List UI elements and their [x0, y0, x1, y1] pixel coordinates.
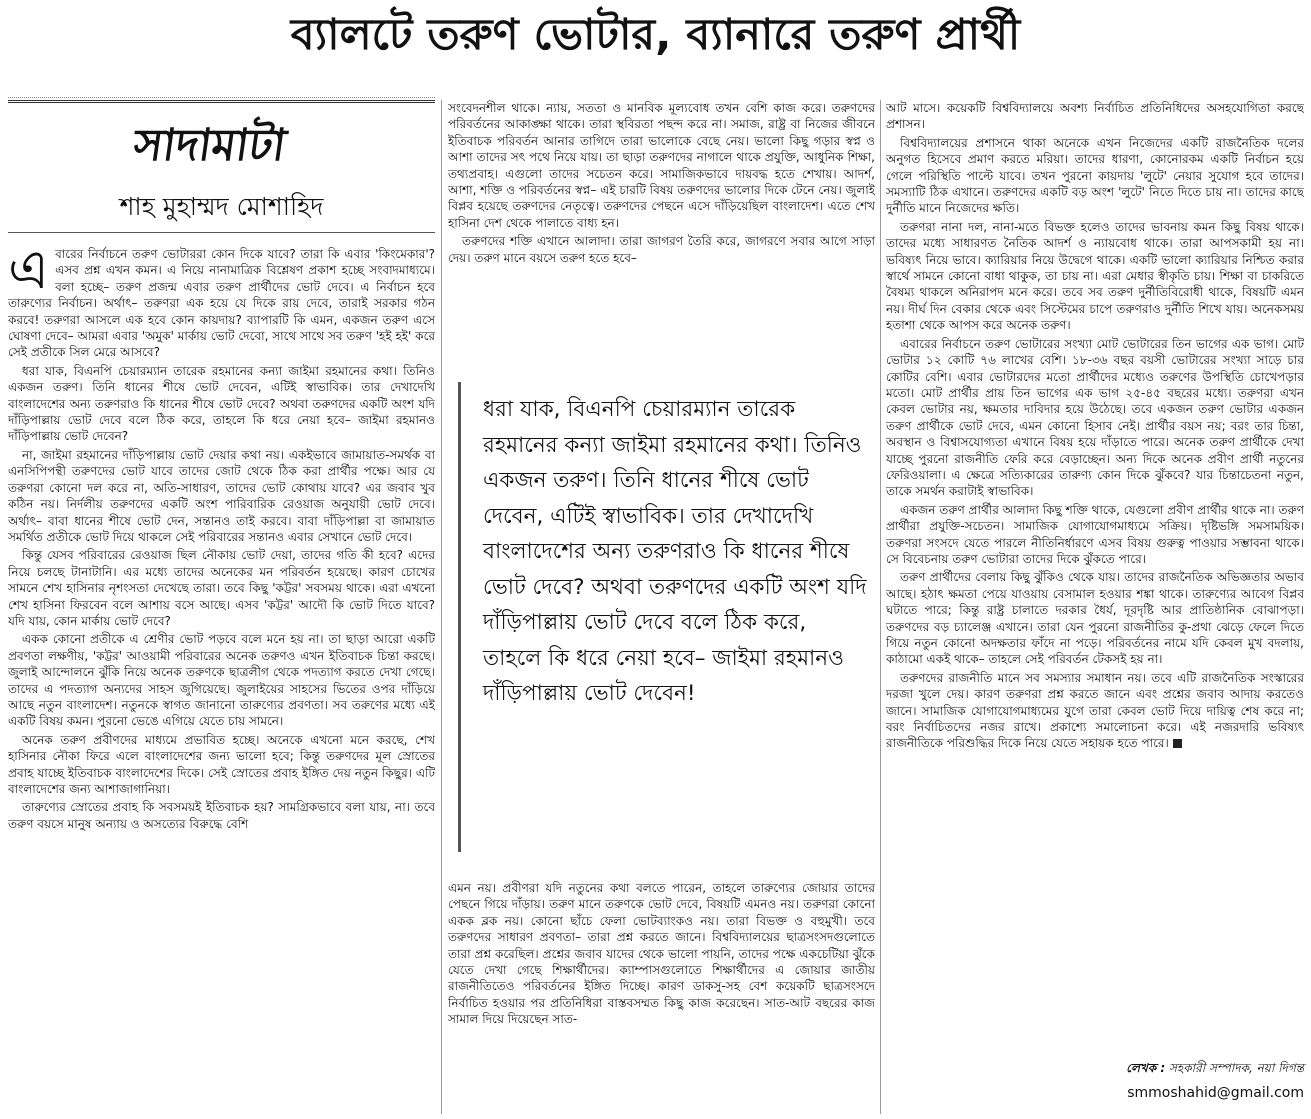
paragraph: বিশ্ববিদ্যালয়ের প্রশাসনে থাকা অনেকে এখন নিজেদের একটি রাজনৈতিক দলের অনুগত হিসেবে প্রমাণ করতে মরিয়া। তাদের ধারণা, কোনোরকম একটি নির্বাচন হয়ে গেলে পরিস্থিতি পাল্টে যাবে। তখন পুরনো কায়দায় 'লুটে' নেয়ার সুযোগ হবে তাদের। সমস্যাটি ঠিক এখানে। তরুণদের একটি বড় অংশ 'লুটে' নিতে দিতে চায় না। তাদের কাছে দুর্নীতি মানে নিজেদের ক্ষতি। [886, 135, 1304, 216]
pull-quote-text: ধরা যাক, বিএনপি চেয়ারম্যান তারেক রহমানের কন্যা জাইমা রহমানের কথা। তিনিও একজন তরুণ। তিনি ধানের শীষে ভোট দেবেন, এটিই স্বাভাবিক। তার দেখাদেখি বাংলাদেশের অন্য তরুণরাও কি ধানের শীষে ভোট দেবে? অথবা তরুণদের একটি অংশ যদি দাঁড়িপাল্লায় ভোট দেবে বলে ঠিক করে, তাহলে কি ধরে নেয়া হবে– জাইমা রহমানও দাঁড়িপাল্লায় ভোট দেবেন! [483, 397, 867, 706]
paragraph: না, জাইমা রহমানের দাঁড়িপাল্লায় ভোট দেয়ার কথা নয়। একইভাবে জামায়াত-সমর্থক বা এনসিপিপন্থী তরুণদের ভোট যাবে তাদের জোট থেকে ঠিক করা প্রার্থীর পক্ষে। আর যে তরুণরা কোনো দল করে না, অতি-সাধারণ, তাদের ভোট কোথায় যাবে? এর জবাব খুব কঠিন নয়। নির্দলীয় তরুণদের একটি অংশ পারিবারিক রেওয়াজ অনুযায়ী ভোট দেবে। অর্থাৎ– বাবা ধানের শীষে ভোট দেন, সন্তানও তাই করবে। বাবা দাঁড়িপাল্লা বা জামায়াত সমর্থিত প্রতীকে ভোট দিয়ে থাকলে সেই পরিবারের সন্তানও এবার সেখানে ভোট দেবে। [8, 447, 435, 544]
author-email[interactable]: smmoshahid@gmail.com [1127, 1085, 1304, 1101]
paragraph: তারুণ্যের স্রোতের প্রবাহ কি সবসময়ই ইতিবাচক হয়? সামগ্রিকভাবে বলা যায়, না। তবে তরুণ বয়সে মানুষ অন্যায় ও অসত্যের বিরুদ্ধে বেশি [8, 800, 435, 831]
column-name: সাদামাটা [130, 120, 290, 171]
paragraph: তরুণদের শক্তি এখানে আলাদা। তারা জাগরণ তৈরি করে, জাগরণে সবার আগে সাড়া দেয়। তরুণ মানে বয়সে তরুণ হতে হবে– [448, 234, 875, 265]
paragraph: অনেক তরুণ প্রবীণদের মাধ্যমে প্রভাবিত হচ্ছে। অনেকে এখনো মনে করছে, শেখ হাসিনার নৌকা ফিরে এলে বাংলাদেশের জন্য ভালো হবে; কিন্তু তরুণদের মূল স্রোতের প্রবাহ যাচ্ছে ইতিবাচক বাংলাদেশের দিকে। সেই স্রোতের প্রবাহ ইঙ্গিত দেয় নতুন কিছুর। এটি বাংলাদেশের জন্য আশাজাগানিয়া। [8, 732, 435, 796]
top-rule-left [8, 97, 435, 98]
right-column [886, 100, 1304, 1055]
author-role: সহকারী সম্পাদক, নয়া দিগন্ত [1169, 1061, 1304, 1075]
paragraph: তরুণ প্রার্থীদের বেলায় কিছু ঝুঁকিও থেকে যায়। তাদের রাজনৈতিক অভিজ্ঞতার অভাব আছে। হঠাৎ ক্ষমতা পেয়ে যাওয়ায় বেসামাল হওয়ার শঙ্কা থাকে। তারুণ্যের আবেগ বিপ্লব ঘটাতে পারে; কিন্তু রাষ্ট্র চালাতে দরকার ধৈর্য, দূরদৃষ্টি আর প্রাতিষ্ঠানিক বোঝাপড়া। তরুণদের বড় চ্যালেঞ্জ এখানে। তারা যেন পুরনো রাজনীতির কু-প্রথা ঝেড়ে ফেলে দিতে গিয়ে নতুন কোনো অদক্ষতার ফাঁদে না পড়ে। পরিবর্তনের নামে যদি কেবল মুখ বদলায়, কাঠামো একই থাকে– তাহলে সেই পরিবর্তন টেকসই হয় না। [886, 570, 1304, 667]
paragraph: সংবেদনশীল থাকে। ন্যায়, সততা ও মানবিক মূল্যবোধ তখন বেশি কাজ করে। তরুণদের পরিবর্তনের আকাঙ্ক্ষা থাকে। তারা স্থবিরতা পছন্দ করে না। সমাজ, রাষ্ট্র বা নিজের জীবনে ইতিবাচক পরিবর্তন আনার তাগিদে তারা ভালোকে বেছে নেয়। ভালো কিছু গড়ার স্বপ্ন ও আশা তাদের সৎ পথে নিয়ে যায়। তা ছাড়া তরুণদের নাগালে থাকে প্রযুক্তি, আধুনিক শিক্ষা, তথ্যপ্রবাহ। এগুলো তাদের সচেতন করে। সামাজিকভাবে দায়বদ্ধ হতে শেখায়। আদর্শ, আশা, শক্তি ও পরিবর্তনের স্বপ্ন– এই চারটি বিষয় তরুণদের ভালোর দিকে টেনে নেয়। জুলাই বিপ্লব হয়েছে তরুণদের নেতৃত্বে। তরুণদের পেছনে এসে দাঁড়িয়েছিল বাংলাদেশ। এতে শেখ হাসিনা দেশ থেকে পালাতে বাধ্য হন। [448, 101, 875, 230]
middle-column-bottom [448, 880, 875, 1114]
paragraph: একজন তরুণ প্রার্থীর আলাদা কিছু শক্তি থাকে, যেগুলো প্রবীণ প্রার্থীর থাকে না। তরুণ প্রার্থীরা প্রযুক্তি-সচেতন। সামাজিক যোগাযোগমাধ্যমে সক্রিয়। দৃষ্টিভঙ্গি সমসাময়িক। তরুণরা সংসদে যেতে পারলে নীতিনির্ধারণে এসব বিষয় গুরুত্ব পাওয়ার সম্ভাবনা থাকে। সে বিবেচনায় তরুণ ভোটারা তাদের দিকে ঝুঁকতে পারে। [886, 502, 1304, 566]
dropcap: এ [8, 246, 50, 301]
paragraph: তরুণরা নানা দল, নানা-মতে বিভক্ত হলেও তাদের ভাবনায় কমন কিছু বিষয় থাকে। তাদের মধ্যে সাধারণত নৈতিক আদর্শ ও ন্যায়বোধ থাকে। তারা আপসকামী হয় না। ভবিষ্যৎ নিয়ে ভাবে। ক্যারিয়ার নিয়ে উদ্বেগে থাকে। একটি ভালো ক্যারিয়ার নিশ্চিত করার স্বার্থে সামনে কোনো বাধা থাকুক, তা চায় না। এরা মেধার স্বীকৃতি চায়। শিক্ষা বা চাকরিতে বৈষম্য থাকলে অনিরাপদ মনে করে। তবে সব তরুণ দুর্নীতিবিরোধী থাকে, বিষয়টি এমন নয়। দীর্ঘ দিন বেকার থেকে এবং সিস্টেমের চাপে তরুণরাও দুর্নীতি শিখে যায়। অনেকসময় হতাশা থেকে আপস করে অনেক তরুণ। [886, 219, 1304, 333]
paragraph: ধরা যাক, বিএনপি চেয়ারম্যান তারেক রহমানের কন্যা জাইমা রহমানের কথা। তিনিও একজন তরুণ। তিনি ধানের শীষে ভোট দেবেন, এটিই স্বাভাবিক। তার দেখাদেখি বাংলাদেশের অন্য তরুণরাও কি ধানের শীষে ভোট দেবে? অথবা তরুণদের একটি অংশ যদি দাঁড়িপাল্লায় ভোট দেবে বলে ঠিক করে, তাহলে কি ধরে নেয়া হবে– জাইমা রহমানও দাঁড়িপাল্লায় ভোট দেবেন? [8, 363, 435, 444]
pull-quote [458, 382, 870, 852]
paragraph: এবারের নির্বাচনে তরুণ ভোটাররা কোন দিকে যাবে? তারা কি এবার 'কিংমেকার'? এসব প্রশ্ন এখন কমন। এ নিয়ে নানামাত্রিক বিশ্লেষণ প্রকাশ হচ্ছে সংবাদমাধ্যমে। বলা হচ্ছে– তরুণ প্রজন্ম এবার তরুণ প্রার্থীদের ভোট দেবে। এ নির্বাচন হবে তারুণ্যের নির্বাচন। অর্থাৎ– তরুণরা এক হয়ে যে দিকে রায় দেবে, তারাই সরকার গঠন করবে! তরুণরা আসলে এক হবে কোন কায়দায়? ব্যাপারটি কি এমন, একজন তরুণ এসে ঘোষণা দেবে– আমরা এবার 'অমুক' মার্কায় ভোট দেবো, সাথে সাথে সব তরুণ 'হই হই' করে সেই প্রতীকে সিল মেরে আসবে? [8, 246, 435, 360]
paragraph: আট মাসে। কয়েকটি বিশ্ববিদ্যালয়ে অবশ্য নির্বাচিত প্রতিনিধিদের অসহযোগিতা করছে প্রশাসন। [886, 101, 1304, 132]
column-header-rule [8, 100, 435, 103]
paragraph: এমন নয়। প্রবীণরা যদি নতুনের কথা বলতে পারেন, তাহলে তারুণ্যের জোয়ার তাদের পেছনে গিয়ে দাঁড়ায়। তরুণ মানে তরুণকে ভোট দেবে, বিষয়টি এমনও নয়। তরুণরা কোনো একক ব্লক নয়। কোনো ছাঁচে ফেলা ভোটব্যাংকও নয়। তারা বিভক্ত ও বহুমুখী। তবে তরুণদের সাধারণ প্রবণতা– তারা প্রশ্ন করতে জানে। বিশ্ববিদ্যালয়ের ছাত্রসংসদগুলোতে তারা প্রশ্ন করেছিল। প্রশ্নের জবাব যাদের থেকে ভালো পায়নি, তাদের পক্ষে একচেটিয়া ঝুঁকে যেতে দেখা গেছে শিক্ষার্থীদের। ক্যাম্পাসগুলোতে শিক্ষার্থীদের এ জোয়ার জাতীয় রাজনীতিতেও পরিবর্তনের ইঙ্গিত দিচ্ছে। কারণ ডাকসু-সহ বেশ কয়েকটি ছাত্রসংসদে নির্বাচিত হওয়ার পর প্রতিনিধিরা বাস্তবসম্মত কিছু কাজ করেছেন। সাত-আট বছরের কাজ সামাল দিয়ে দিয়েছেন সাত- [448, 881, 875, 1027]
column-divider-1 [441, 100, 442, 1114]
middle-column-top [448, 100, 875, 372]
paragraph: এবারের নির্বাচনে তরুণ ভোটারের সংখ্যা মোট ভোটারের তিন ভাগের এক ভাগ। মোট ভোটার ১২ কোটি ৭৬ লাখের বেশি। ১৮-৩৬ বছর বয়সী ভোটারের সংখ্যা সাড়ে চার কোটির বেশি। এবার ভোটারদের মতো প্রার্থীদের মধ্যেও তরুণের উপস্থিতি চোখেপড়ার মতো। মোট প্রার্থীর প্রায় তিন ভাগের এক ভাগ ২৫-৪৫ বছরের মধ্যে। তরুণরা এখন কেবল ভোটার নয়, ক্ষমতার দাবিদার হয়ে উঠেছে। তবে একজন তরুণ ভোটার একজন তরুণ প্রার্থীকে ভোট দেবে, এমন কোনো হিসাব নেই। প্রার্থীর বয়স নয়; বরং তার চিন্তা, অবস্থান ও বিশ্বাসযোগ্যতা এখানে বিষয় হয়ে দাঁড়াতে পারে। অনেক তরুণ প্রার্থীকে দেখা যাচ্ছে পুরনো রাজনীতি ফেরি করে বেড়াচ্ছেন। অন্য দিকে অনেক প্রবীণ প্রার্থী নতুনের ফেরিওয়ালা। এ ক্ষেত্রে সত্যিকারের তারুণ্য কোন দিকে ঝুঁকবে? যার চিন্তাচেতনা নতুন, তাকে সমর্থন করাটাই স্বাভাবিক। [886, 336, 1304, 499]
paragraph: একক কোনো প্রতীকে এ শ্রেণীর ভোট পড়বে বলে মনে হয় না। তা ছাড়া আরো একটি প্রবণতা লক্ষণীয়, 'কট্টর' আওয়ামী পরিবারের অনেক তরুণও এখন ইতিবাচক চিন্তা করছে। জুলাই আন্দোলনে ঝুঁকি নিয়ে অনেক তরুণকে ছাত্রলীগ থেকে পদত্যাগ করতে দেখা গেছে। তাদের এ পদত্যাগ অন্যদের সাহস জুগিয়েছে। জুলাইয়ের সাহসের ভিতের ওপর দাঁড়িয়ে আছে নতুন বাংলাদেশ। নতুনকে স্বাগত জানানো তারুণ্যের প্রবণতা। সব তরুণের মধ্যে এই একটি বিষয় কমন। পুরনো ভেঙে এগিয়ে যেতে চায় সামনে। [8, 632, 435, 729]
headline: ব্যালটে তরুণ ভোটার, ব্যানারে তরুণ প্রার্থী [290, 10, 1021, 60]
end-mark-icon [1173, 739, 1182, 748]
byline-rule [8, 232, 435, 233]
paragraph: কিন্তু যেসব পরিবারের রেওয়াজ ছিল নৌকায় ভোট দেয়া, তাদের গতি কী হবে? এদের নিয়ে চলছে টানাটানি। এর মধ্যে তাদের অনেকের মন পরিবর্তন হয়েছে। কারণ চোখের সামনে শেখ হাসিনার নৃশংসতা দেখেছে তারা। তবে কিছু 'কট্টর' সবসময় থাকে। এরা এখনো শেখ হাসিনা ফিরবেন বলে আশায় বসে আছে। এসব 'কট্টর' আদৌ কি ভোট দিতে যাবে? যদি যায়, কোন মার্কায় ভোট দেবে? [8, 548, 435, 628]
byline: শাহ মুহাম্মদ মোশাহিদ [119, 192, 324, 221]
author-note [886, 1060, 1304, 1080]
column-divider-2 [880, 100, 881, 1114]
author-label: লেখক : [1126, 1061, 1166, 1075]
left-column [8, 246, 435, 1114]
paragraph: তরুণদের রাজনীতি মানে সব সমস্যার সমাধান নয়। তবে এটি রাজনৈতিক সংস্কারের দরজা খুলে দেয়। কারণ তরুণরা প্রশ্ন করতে জানে এবং প্রশ্নের জবাব আদায় করতেও জানে। সামাজিক যোগাযোগমাধ্যমের যুগে তারা কেবল ভোট দিয়ে দায়িত্ব শেষ করে না; বরং নির্বাচিতদের নজর রাখে। প্রকাশ্যে সমালোচনা করে। এই নজরদারি ভবিষ্যৎ রাজনীতিকে পরিশুদ্ধির দিকে নিয়ে যেতে সহায়ক হতে পারে। [886, 670, 1304, 751]
